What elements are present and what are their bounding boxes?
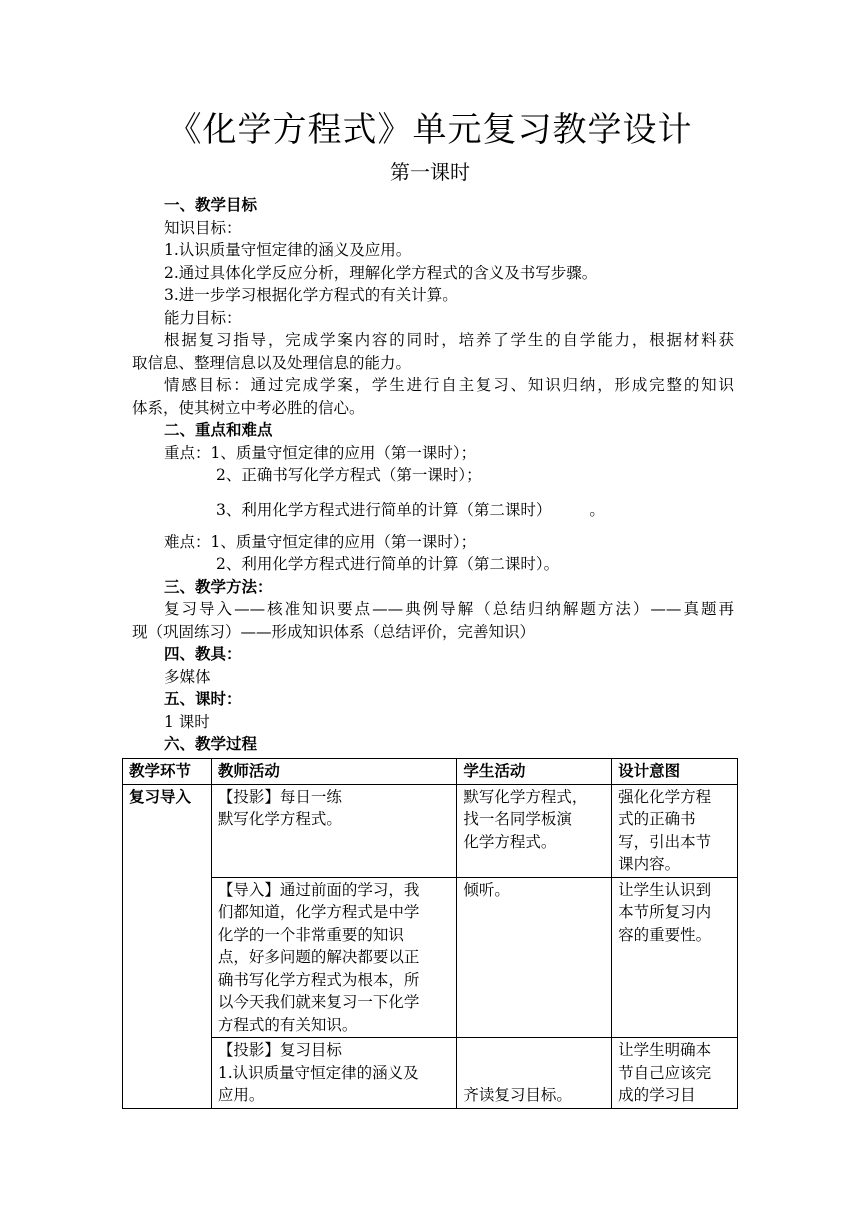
paragraph-line: 体系，使其树立中考必胜的信心。 bbox=[132, 398, 365, 417]
key-point-item: 1、质量守恒定律的应用（第一课时）； bbox=[210, 443, 477, 462]
section-heading: 三、教学方法： bbox=[164, 576, 273, 596]
design-intent-cell bbox=[612, 1038, 738, 1109]
cell-line: 找一名同学板演 bbox=[463, 810, 572, 828]
key-point-item: 2、正确书写化学方程式（第一课时）； bbox=[216, 466, 482, 484]
cell-line: 确书写化学方程式为根本，所 bbox=[217, 970, 420, 989]
difficulty-label: 难点： bbox=[164, 532, 211, 551]
paragraph-line: 现（巩固练习）——形成知识体系（总结评价，完善知识） bbox=[132, 622, 536, 641]
table-row bbox=[123, 1038, 738, 1109]
table-row bbox=[123, 784, 738, 877]
difficulty-item: 2、利用化学方程式进行简单的计算（第二课时）。 bbox=[216, 555, 560, 573]
design-intent-cell bbox=[612, 784, 738, 877]
document-subtitle: 第一课时 bbox=[390, 160, 470, 184]
paragraph-line: 根据复习指导，完成学案内容的同时，培养了学生的自学能力，根据材料获 bbox=[164, 331, 734, 349]
section-heading: 四、教具： bbox=[164, 644, 242, 663]
column-header: 教学环节 bbox=[123, 759, 212, 785]
section-heading: 二、重点和难点 bbox=[164, 420, 273, 439]
cell-line: 【投影】复习目标 bbox=[217, 1041, 342, 1059]
paragraph-line: 3.进一步学习根据化学方程式的有关计算。 bbox=[164, 286, 458, 304]
cell-line: 应用。 bbox=[217, 1086, 265, 1104]
trailing-period: 。 bbox=[589, 500, 605, 519]
student-activity-cell bbox=[457, 877, 612, 1038]
paragraph-line: 复习导入——核准知识要点——典例导解（总结归纳解题方法）——真题再 bbox=[164, 600, 734, 618]
cell-line: 写，引出本节 bbox=[618, 832, 712, 851]
cell-line: 化学方程式。 bbox=[463, 832, 557, 851]
paragraph-line: 取信息、整理信息以及处理信息的能力。 bbox=[132, 353, 412, 372]
section-heading: 六、教学过程 bbox=[164, 734, 258, 753]
student-activity-cell bbox=[457, 784, 612, 877]
stage-cell: 复习导入 bbox=[123, 784, 212, 1108]
cell-line: 成的学习目 bbox=[618, 1086, 696, 1104]
teaching-process-table bbox=[122, 758, 738, 1109]
cell-line: 方程式的有关知识。 bbox=[217, 1015, 358, 1034]
difficulty-line bbox=[132, 531, 734, 554]
key-point-item: 3、利用化学方程式进行简单的计算（第二课时） bbox=[216, 500, 552, 519]
cell-line: 【导入】通过前面的学习，我 bbox=[217, 880, 420, 899]
design-intent-cell bbox=[612, 877, 738, 1038]
table-row bbox=[123, 877, 738, 1038]
cell-line: 倾听。 bbox=[463, 880, 510, 899]
cell-line: 式的正确书 bbox=[618, 810, 696, 828]
key-point-label: 重点： bbox=[164, 443, 211, 462]
cell-line: 强化化学方程 bbox=[618, 787, 712, 806]
cell-line: 课内容。 bbox=[618, 855, 681, 873]
paragraph-line: 1.认识质量守恒定律的涵义及应用。 bbox=[164, 241, 412, 259]
teacher-activity-cell bbox=[211, 784, 457, 877]
cell-line: 容的重要性。 bbox=[618, 925, 712, 944]
cell-line: 让学生认识到 bbox=[618, 880, 712, 899]
cell-line: 齐读复习目标。 bbox=[463, 1086, 572, 1104]
cell-line: 默写化学方程式。 bbox=[217, 810, 342, 828]
document-title: 《化学方程式》单元复习教学设计 bbox=[167, 110, 693, 150]
cell-line: 化学的一个非常重要的知识 bbox=[217, 925, 404, 944]
cell-line: 1.认识质量守恒定律的涵义及 bbox=[217, 1063, 419, 1082]
column-header: 学生活动 bbox=[457, 759, 612, 785]
document-body bbox=[132, 194, 734, 756]
section-heading: 五、课时： bbox=[164, 689, 242, 708]
cell-line: 们都知道，化学方程式是中学 bbox=[217, 903, 420, 921]
cell-spacer bbox=[463, 1039, 605, 1084]
paragraph-line: 能力目标： bbox=[164, 308, 242, 327]
paragraph-line: 1 课时 bbox=[164, 712, 210, 731]
cell-line: 默写化学方程式， bbox=[463, 787, 588, 806]
section-heading: 一、教学目标 bbox=[164, 195, 258, 214]
teacher-activity-cell bbox=[211, 877, 457, 1038]
cell-line: 让学生明确本 bbox=[618, 1041, 712, 1059]
student-activity-cell bbox=[457, 1038, 612, 1109]
difficulty-item: 1、质量守恒定律的应用（第一课时）； bbox=[210, 532, 477, 551]
teacher-activity-cell bbox=[211, 1038, 457, 1109]
paragraph-line: 多媒体 bbox=[164, 667, 211, 686]
cell-line: 点，好多问题的解决都要以正 bbox=[217, 948, 420, 966]
column-header: 教师活动 bbox=[211, 759, 457, 785]
paragraph-line: 情感目标：通过完成学案，学生进行自主复习、知识归纳，形成完整的知识 bbox=[164, 376, 734, 394]
cell-line: 以今天我们就来复习一下化学 bbox=[217, 993, 420, 1011]
key-point-line bbox=[132, 442, 734, 465]
cell-line: 本节所复习内 bbox=[618, 903, 712, 921]
paragraph-line: 2.通过具体化学反应分析，理解化学方程式的含义及书写步骤。 bbox=[164, 263, 598, 282]
cell-line: 【投影】每日一练 bbox=[217, 787, 342, 806]
paragraph-line: 知识目标： bbox=[164, 218, 242, 237]
column-header: 设计意图 bbox=[612, 759, 738, 785]
table-header-row bbox=[123, 759, 738, 785]
key-point-line bbox=[132, 487, 734, 521]
cell-line: 节自己应该完 bbox=[618, 1063, 712, 1082]
